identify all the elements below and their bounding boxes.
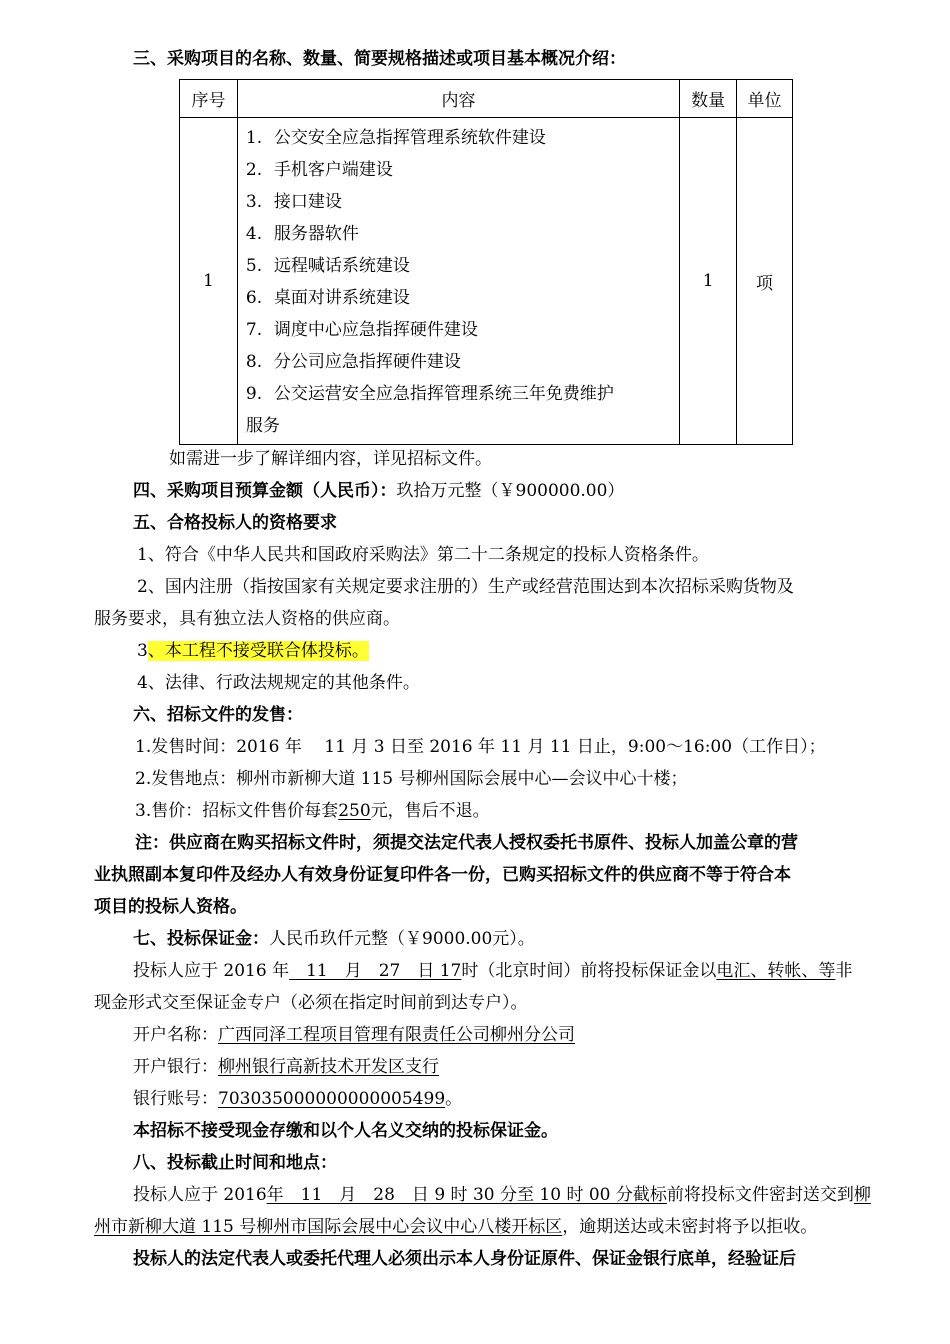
account-number: 银行账号：703035000000000005499。 [133, 1089, 463, 1109]
section7-deposit: 七、投标保证金：人民币玖仟元整（￥9000.00元）。 [133, 929, 535, 949]
qualification-2-cont: 服务要求，具有独立法人资格的供应商。 [94, 609, 400, 629]
bidder-id-note: 投标人的法定代表人或委托代理人必须出示本人身份证原件、保证金银行底单，经验证后 [133, 1249, 796, 1269]
section6-title: 六、招标文件的发售： [133, 705, 303, 725]
purchase-note-cont: 项目的投标人资格。 [94, 897, 247, 917]
header-seq: 序号 [180, 80, 238, 118]
section3-title: 三、采购项目的名称、数量、简要规格描述或项目基本概况介绍： [133, 49, 626, 69]
bank-name: 开户银行：柳州银行高新技术开发区支行 [133, 1057, 439, 1077]
qualification-4: 4、法律、行政法规规定的其他条件。 [137, 673, 420, 693]
qualification-2: 2、国内注册（指按国家有关规定要求注册的）生产或经营范围达到本次招标采购货物及 [137, 577, 794, 597]
section4-budget: 四、采购项目预算金额（人民币）：玖拾万元整（￥900000.00） [133, 481, 625, 501]
list-item: 9. 公交运营安全应急指挥管理系统三年免费维护 [245, 384, 614, 404]
purchase-note: 注：供应商在购买招标文件时，须提交法定代表人授权委托书原件、投标人加盖公章的营 [135, 833, 798, 853]
header-content: 内容 [237, 80, 679, 118]
list-item: 2. 手机客户端建设 [245, 160, 393, 180]
list-item: 5. 远程喊话系统建设 [245, 256, 410, 276]
header-qty: 数量 [680, 80, 737, 118]
list-item: 1. 公交安全应急指挥管理系统软件建设 [245, 128, 546, 148]
sale-place: 2.发售地点：柳州市新柳大道 115 号柳州国际会展中心—会议中心十楼； [135, 769, 688, 789]
qualification-1: 1、符合《中华人民共和国政府采购法》第二十二条规定的投标人资格条件。 [137, 545, 709, 565]
bid-deadline: 投标人应于 2016年 11 月 28 日 9 时 30 分至 10 时 00 分截标前将投标文件密封送交到柳 [133, 1185, 871, 1205]
cell-seq: 1 [180, 118, 238, 445]
bid-place: 州市新柳大道 115 号柳州市国际会展中心会议中心八楼开标区，逾期送达或未密封将予以拒收。 [94, 1217, 818, 1237]
list-item-continuation: 服务 [245, 416, 280, 436]
cell-unit: 项 [737, 118, 793, 445]
qualification-3: 3、本工程不接受联合体投标。 [137, 641, 369, 661]
section5-title: 五、合格投标人的资格要求 [133, 513, 337, 533]
list-item: 7. 调度中心应急指挥硬件建设 [245, 320, 478, 340]
cell-qty: 1 [680, 118, 737, 445]
list-item: 4. 服务器软件 [245, 224, 359, 244]
sale-time: 1.发售时间：2016 年 11 月 3 日至 2016 年 11 月 11 日止，9:00～16:00（工作日）； [135, 737, 826, 757]
section8-title: 八、投标截止时间和地点： [133, 1153, 337, 1173]
deposit-deadline-cont: 现金形式交至保证金专户（必须在指定时间前到达专户）。 [94, 993, 528, 1013]
procurement-items-table [179, 79, 793, 445]
purchase-note-cont: 业执照副本复印件及经办人有效身份证复印件各一份，已购买招标文件的供应商不等于符合本 [94, 865, 791, 885]
section3-note: 如需进一步了解详细内容，详见招标文件。 [169, 449, 492, 469]
list-item: 3. 接口建设 [245, 192, 342, 212]
list-item: 6. 桌面对讲系统建设 [245, 288, 410, 308]
cash-note: 本招标不接受现金存缴和以个人名义交纳的投标保证金。 [133, 1121, 558, 1141]
deposit-deadline: 投标人应于 2016 年 11 月 27 日 17时（北京时间）前将投标保证金以电汇、转帐、等非 [133, 961, 853, 981]
header-unit: 单位 [737, 80, 793, 118]
account-name: 开户名称：广西同泽工程项目管理有限责任公司柳州分公司 [133, 1025, 575, 1045]
sale-price: 3.售价：招标文件售价每套250元，售后不退。 [135, 801, 490, 821]
list-item: 8. 分公司应急指挥硬件建设 [245, 352, 461, 372]
cell-content [237, 118, 679, 445]
